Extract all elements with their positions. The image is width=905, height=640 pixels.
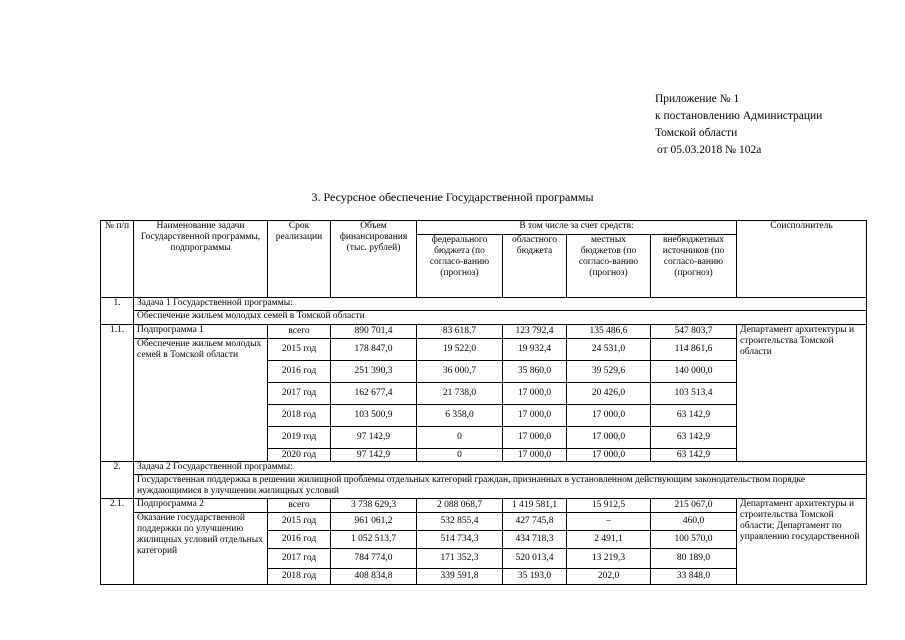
sub2-federal: 532 855,4 — [417, 513, 503, 531]
sub1-volume: 97 142,9 — [331, 449, 417, 462]
sub2-regional: 35 193,0 — [503, 569, 567, 585]
sub2-extra: 80 189,0 — [651, 549, 737, 569]
sub1-extra: 547 803,7 — [651, 325, 737, 339]
sub1-federal: 0 — [417, 449, 503, 462]
header-volume: Объем финансирования (тыс. рублей) — [331, 221, 417, 298]
sub1-regional: 17 000,0 — [503, 405, 567, 427]
sub1-term: 2020 год — [268, 449, 331, 462]
sub1-term: всего — [268, 325, 331, 339]
sub1-extra: 63 142,9 — [651, 405, 737, 427]
sub2-term: 2016 год — [268, 531, 331, 549]
sub1-federal: 0 — [417, 427, 503, 449]
sub1-name: Подпрограмма 1 — [134, 325, 268, 339]
sub1-federal: 21 738,0 — [417, 383, 503, 405]
sub2-regional: 520 013,4 — [503, 549, 567, 569]
sub1-num: 1.1. — [101, 325, 134, 462]
sub1-term: 2016 год — [268, 361, 331, 383]
appendix-line-1: Приложение № 1 — [655, 93, 740, 105]
header-term: Срок реализации — [268, 221, 331, 298]
appendix-block — [655, 91, 822, 159]
sub1-volume: 97 142,9 — [331, 427, 417, 449]
sub1-term: 2015 год — [268, 339, 331, 361]
section-title: 3. Ресурсное обеспечение Государственной программы — [311, 190, 594, 204]
sub1-regional: 17 000,0 — [503, 449, 567, 462]
sub1-regional: 19 932,4 — [503, 339, 567, 361]
sub2-term: всего — [268, 499, 331, 513]
sub2-regional: 427 745,8 — [503, 513, 567, 531]
sub2-extra: 460,0 — [651, 513, 737, 531]
sub1-local: 20 426,0 — [567, 383, 651, 405]
sub2-term: 2015 год — [268, 513, 331, 531]
header-federal: федерального бюджета (по согласо-ванию (прогноз) — [417, 235, 503, 298]
sub1-volume: 162 677,4 — [331, 383, 417, 405]
sub2-federal: 339 591,8 — [417, 569, 503, 585]
sub1-local: 17 000,0 — [567, 427, 651, 449]
sub1-extra: 103 513,4 — [651, 383, 737, 405]
sub1-extra: 63 142,9 — [651, 427, 737, 449]
sub1-extra: 63 142,9 — [651, 449, 737, 462]
sub2-local: 15 912,5 — [567, 499, 651, 513]
sub2-local: – — [567, 513, 651, 531]
header-name: Наименование задачи Государственной программы, подпрограммы — [134, 221, 268, 298]
task1-desc: Обеспечение жильем молодых семей в Томской области — [134, 311, 867, 325]
sub2-num: 2.1. — [101, 499, 134, 585]
sub1-volume: 178 847,0 — [331, 339, 417, 361]
sub2-term: 2018 год — [268, 569, 331, 585]
header-local: местных бюджетов (по согласо-ванию (прогноз) — [567, 235, 651, 298]
sub2-volume: 1 052 513,7 — [331, 531, 417, 549]
header-regional: областного бюджета — [503, 235, 567, 298]
sub1-local: 39 529,6 — [567, 361, 651, 383]
sub1-regional: 17 000,0 — [503, 427, 567, 449]
sub2-coexec: Департамент архитектуры и строительства Томской области; Департамент по управлению государственной — [737, 499, 867, 585]
sub1-volume: 251 390,3 — [331, 361, 417, 383]
sub1-coexec: Департамент архитектуры и строительства Томской области — [737, 325, 867, 462]
task2-num: 2. — [101, 462, 134, 499]
sub1-local: 17 000,0 — [567, 449, 651, 462]
sub2-volume: 961 061,2 — [331, 513, 417, 531]
header-num: № п/п — [101, 221, 134, 298]
header-including: В том числе за счет средств: — [417, 221, 737, 235]
sub2-regional: 1 419 581,1 — [503, 499, 567, 513]
appendix-line-3: Томской области — [655, 127, 738, 139]
sub2-extra: 33 848,0 — [651, 569, 737, 585]
sub2-name: Подпрограмма 2 — [134, 499, 268, 513]
sub1-term: 2017 год — [268, 383, 331, 405]
sub2-desc: Оказание государственной поддержки по улучшению жилищных условий отдельных категорий — [134, 513, 268, 585]
sub1-extra: 140 000,0 — [651, 361, 737, 383]
task2-desc: Государственная поддержка в решении жилищной проблемы отдельных категорий граждан, признанных в установленном действующим законодательством порядке нуждающимися в улучшении жилищных условий — [134, 475, 867, 499]
sub2-local: 13 219,3 — [567, 549, 651, 569]
sub1-regional: 123 792,4 — [503, 325, 567, 339]
task1-title: Задача 1 Государственной программы: — [134, 298, 867, 311]
sub1-desc: Обеспечение жильем молодых семей в Томской области — [134, 339, 268, 462]
sub2-extra: 215 067,0 — [651, 499, 737, 513]
sub1-term: 2018 год — [268, 405, 331, 427]
sub1-local: 135 486,6 — [567, 325, 651, 339]
sub1-local: 17 000,0 — [567, 405, 651, 427]
sub2-federal: 2 088 068,7 — [417, 499, 503, 513]
sub2-regional: 434 718,3 — [503, 531, 567, 549]
sub1-federal: 19 522,0 — [417, 339, 503, 361]
header-coexec: Соисполнитель — [737, 221, 867, 298]
sub2-local: 2 491,1 — [567, 531, 651, 549]
sub2-local: 202,0 — [567, 569, 651, 585]
sub2-term: 2017 год — [268, 549, 331, 569]
sub1-extra: 114 861,6 — [651, 339, 737, 361]
sub1-volume: 103 500,9 — [331, 405, 417, 427]
sub1-term: 2019 год — [268, 427, 331, 449]
appendix-line-4: от 05.03.2018 № 102а — [657, 144, 762, 156]
task2-title: Задача 2 Государственной программы: — [134, 462, 867, 475]
sub2-volume: 784 774,0 — [331, 549, 417, 569]
sub1-volume: 890 701,4 — [331, 325, 417, 339]
sub2-federal: 514 734,3 — [417, 531, 503, 549]
sub1-regional: 35 860,0 — [503, 361, 567, 383]
header-extra: внебюджетных источников (по согласо-ванию (прогноз) — [651, 235, 737, 298]
appendix-line-2: к постановлению Администрации — [655, 110, 823, 122]
sub2-federal: 171 352,3 — [417, 549, 503, 569]
sub2-volume: 3 738 629,3 — [331, 499, 417, 513]
sub1-federal: 6 358,0 — [417, 405, 503, 427]
sub1-regional: 17 000,0 — [503, 383, 567, 405]
sub1-local: 24 531,0 — [567, 339, 651, 361]
resource-table — [100, 220, 867, 585]
sub2-extra: 100 570,0 — [651, 531, 737, 549]
task1-num: 1. — [101, 298, 134, 325]
sub1-federal: 83 618,7 — [417, 325, 503, 339]
sub1-federal: 36 000,7 — [417, 361, 503, 383]
sub2-volume: 408 834,8 — [331, 569, 417, 585]
